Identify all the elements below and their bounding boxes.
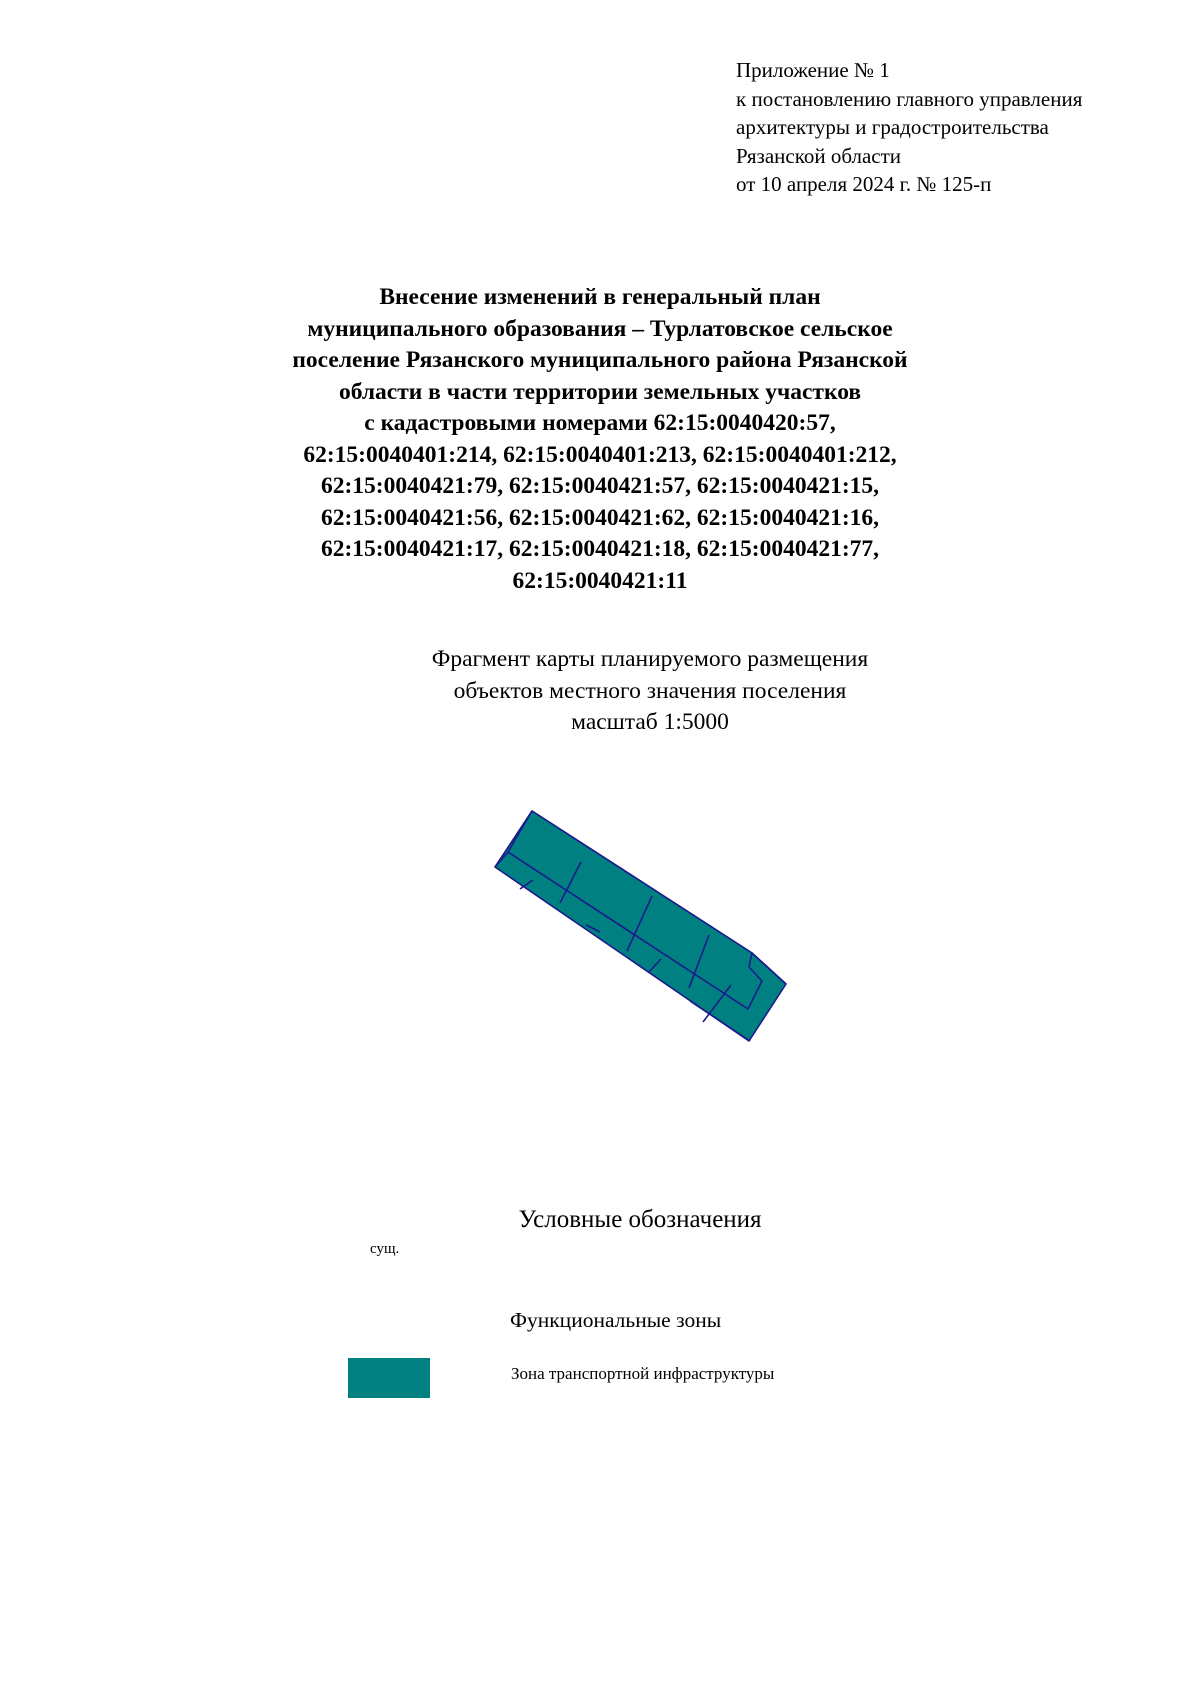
appendix-line-1: Приложение № 1 xyxy=(736,58,890,82)
legend-swatch-transport-zone xyxy=(348,1358,430,1398)
transport-zone-parcels xyxy=(495,811,786,1041)
parcel-boundary xyxy=(586,925,600,932)
title-line-10: 62:15:0040421:11 xyxy=(512,567,688,594)
title-line-2: муниципального образования – Турлатовское сельское xyxy=(307,315,893,342)
subtitle-line-2: объектов местного значения поселения xyxy=(453,677,847,704)
parcel xyxy=(508,811,762,1009)
title-line-1: Внесение изменений в генеральный план xyxy=(379,284,821,310)
appendix-line-5: от 10 апреля 2024 г. № 125-п xyxy=(736,172,992,196)
parcel-boundary xyxy=(627,896,652,951)
legend-item-label: Зона транспортной инфраструктуры xyxy=(511,1364,775,1383)
subtitle-line-3: масштаб 1:5000 xyxy=(571,709,729,735)
subtitle-line-1: Фрагмент карты планируемого размещения xyxy=(431,646,869,672)
parcel-boundary xyxy=(495,852,508,867)
parcel-boundary xyxy=(689,935,709,988)
parcel-boundary xyxy=(649,959,661,972)
title-line-4: области в части территории земельных участков xyxy=(338,378,862,405)
title-line-8: 62:15:0040421:56, 62:15:0040421:62, 62:15:0040421:16, xyxy=(320,504,880,531)
map-fragment-caption xyxy=(250,644,1050,739)
appendix-line-4: Рязанской области xyxy=(736,143,902,168)
parcel-boundary xyxy=(703,985,731,1022)
title-line-9: 62:15:0040421:17, 62:15:0040421:18, 62:15:0040421:77, xyxy=(320,536,880,562)
legend-existing-label: сущ. xyxy=(370,1241,400,1257)
parcel-boundary xyxy=(520,880,533,889)
legend-title: Условные обозначения xyxy=(518,1206,762,1233)
document-title xyxy=(200,282,1000,597)
title-line-6: 62:15:0040401:214, 62:15:0040401:213, 62:15:0040401:212, xyxy=(303,441,897,468)
transport-zone-outline xyxy=(495,811,786,1041)
appendix-line-2: к постановлению главного управления xyxy=(736,86,1083,111)
title-line-5: с кадастровыми номерами 62:15:0040420:57, xyxy=(364,410,836,436)
legend-group-title: Функциональные зоны xyxy=(510,1308,722,1332)
appendix-header xyxy=(736,56,1082,199)
parcel-boundary xyxy=(560,862,581,903)
title-line-3: поселение Рязанского муниципального района Рязанской xyxy=(292,347,908,373)
parcel-boundary xyxy=(690,1001,750,1041)
parcel-boundary xyxy=(752,953,786,984)
title-line-7: 62:15:0040421:79, 62:15:0040421:57, 62:15:0040421:15, xyxy=(320,473,880,499)
appendix-line-3: архитектуры и градостроительства xyxy=(736,115,1049,139)
